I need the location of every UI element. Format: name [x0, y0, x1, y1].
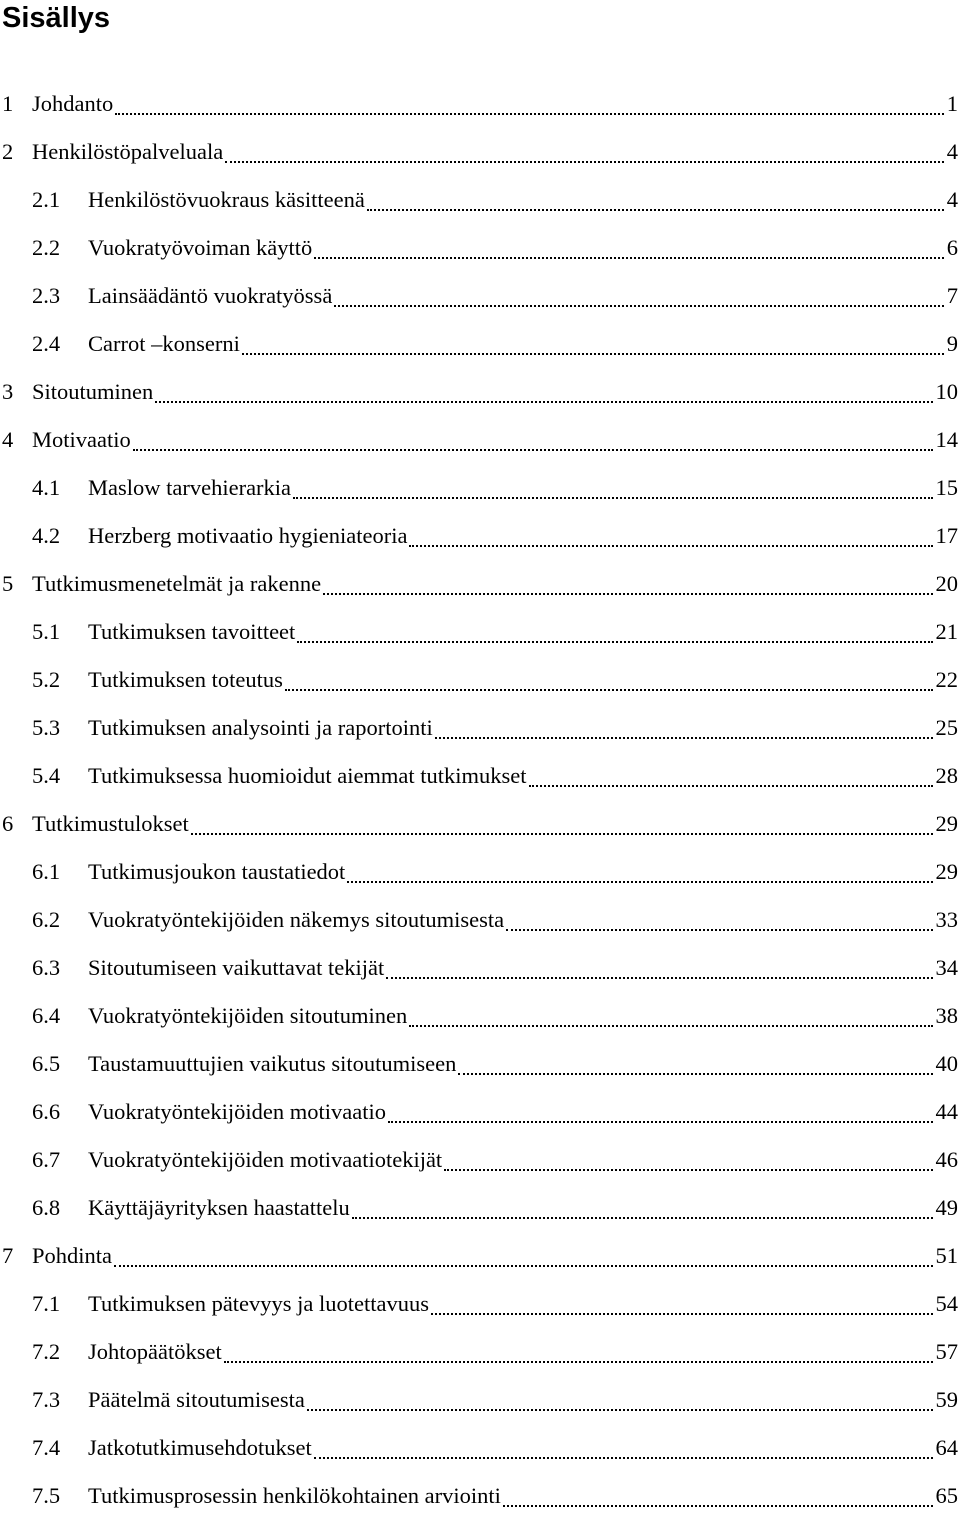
- toc-entry-number: 2.3: [0, 283, 88, 309]
- toc-entry[interactable]: [0, 416, 960, 464]
- toc-entry-page[interactable]: 17: [936, 523, 960, 549]
- toc-entry-number: 7: [0, 1243, 32, 1269]
- toc-entry-number: 4: [0, 427, 32, 453]
- toc-entry-number: 7.2: [0, 1339, 88, 1365]
- toc-entry-number: 7.4: [0, 1435, 88, 1461]
- toc-entry-number: 4.1: [0, 475, 88, 501]
- toc-entry-number: 6: [0, 811, 32, 837]
- toc-entry-page[interactable]: 33: [936, 907, 960, 933]
- toc-entry[interactable]: [0, 704, 960, 752]
- toc-entry-page[interactable]: 20: [936, 571, 960, 597]
- toc-entry[interactable]: [0, 368, 960, 416]
- toc-entry-number: 5: [0, 571, 32, 597]
- toc-entry[interactable]: [0, 752, 960, 800]
- toc-entry-number: 2.1: [0, 187, 88, 213]
- toc-entry[interactable]: [0, 656, 960, 704]
- dot-leader: [307, 1408, 933, 1411]
- toc-entry-page[interactable]: 15: [936, 475, 960, 501]
- toc-entry-title[interactable]: Käyttäjäyrityksen haastattelu: [88, 1195, 350, 1221]
- dot-leader: [409, 1024, 932, 1027]
- toc-entry-page[interactable]: 4: [947, 139, 960, 165]
- toc-entry[interactable]: [0, 1232, 960, 1280]
- toc-entry-title[interactable]: Herzberg motivaatio hygieniateoria: [88, 523, 407, 549]
- toc-entry-number: 6.1: [0, 859, 88, 885]
- dot-leader: [352, 1216, 933, 1219]
- toc-entry[interactable]: [0, 224, 960, 272]
- toc-entry[interactable]: [0, 896, 960, 944]
- toc-entry-number: 2.2: [0, 235, 88, 261]
- toc-entry-title[interactable]: Tutkimusmenetelmät ja rakenne: [32, 571, 321, 597]
- toc-entry-page[interactable]: 6: [947, 235, 960, 261]
- toc-entry-number: 5.4: [0, 763, 88, 789]
- dot-leader: [225, 160, 944, 163]
- toc-entry-number: 6.7: [0, 1147, 88, 1173]
- toc-entry-page[interactable]: 25: [936, 715, 960, 741]
- toc-entry-number: 7.5: [0, 1483, 88, 1509]
- dot-leader: [314, 1456, 933, 1459]
- toc-entry-title[interactable]: Maslow tarvehierarkia: [88, 475, 291, 501]
- toc-entry[interactable]: [0, 176, 960, 224]
- toc-entry-title[interactable]: Pohdinta: [32, 1243, 112, 1269]
- toc-entry-page[interactable]: 28: [936, 763, 960, 789]
- toc-entry-title[interactable]: Tutkimusprosessin henkilökohtainen arviointi: [88, 1483, 501, 1509]
- toc-entry-title[interactable]: Henkilöstöpalveluala: [32, 139, 223, 165]
- toc-entry-page[interactable]: 38: [936, 1003, 960, 1029]
- toc-entry[interactable]: [0, 608, 960, 656]
- toc-entry-title[interactable]: Tutkimuksessa huomioidut aiemmat tutkimukset: [88, 763, 527, 789]
- toc-entry[interactable]: [0, 464, 960, 512]
- toc-entry[interactable]: [0, 1328, 960, 1376]
- toc-entry-title[interactable]: Päätelmä sitoutumisesta: [88, 1387, 305, 1413]
- toc-entry-number: 5.1: [0, 619, 88, 645]
- toc-entry[interactable]: [0, 272, 960, 320]
- toc-entry-title[interactable]: Sitoutuminen: [32, 379, 153, 405]
- toc-entry[interactable]: [0, 128, 960, 176]
- toc-entry[interactable]: [0, 80, 960, 128]
- toc-entry-title[interactable]: Johtopäätökset: [88, 1339, 222, 1365]
- toc-entry-number: 6.6: [0, 1099, 88, 1125]
- dot-leader: [431, 1312, 932, 1315]
- toc-entry-title[interactable]: Motivaatio: [32, 427, 131, 453]
- dot-leader: [506, 928, 932, 931]
- toc-entry-title[interactable]: Carrot –konserni: [88, 331, 240, 357]
- toc-entry-number: 6.8: [0, 1195, 88, 1221]
- toc-entry-number: 6.5: [0, 1051, 88, 1077]
- toc-entry-title[interactable]: Tutkimuksen pätevyys ja luotettavuus: [88, 1291, 429, 1317]
- dot-leader: [409, 544, 932, 547]
- toc-entry-page[interactable]: 9: [947, 331, 960, 357]
- dot-leader: [386, 976, 932, 979]
- dot-leader: [155, 400, 932, 403]
- toc-entry[interactable]: [0, 1376, 960, 1424]
- toc-entry-title[interactable]: Tutkimusjoukon taustatiedot: [88, 859, 345, 885]
- dot-leader: [347, 880, 932, 883]
- toc-entry-page[interactable]: 7: [947, 283, 960, 309]
- page-title: Sisällys: [2, 0, 110, 36]
- toc-entry[interactable]: [0, 320, 960, 368]
- toc-entry-page[interactable]: 10: [936, 379, 960, 405]
- toc-entry[interactable]: [0, 1136, 960, 1184]
- dot-leader: [191, 832, 933, 835]
- toc-entry-title[interactable]: Johdanto: [32, 91, 113, 117]
- toc-entry-title[interactable]: Vuokratyövoiman käyttö: [88, 235, 312, 261]
- toc-entry-number: 2: [0, 139, 32, 165]
- toc-entry[interactable]: [0, 848, 960, 896]
- toc-entry-page[interactable]: 40: [936, 1051, 960, 1077]
- toc-entry-page[interactable]: 34: [936, 955, 960, 981]
- dot-leader: [314, 256, 944, 259]
- toc-entry-page[interactable]: 29: [936, 859, 960, 885]
- toc-entry-number: 2.4: [0, 331, 88, 357]
- toc-entry-title[interactable]: Tutkimuksen toteutus: [88, 667, 283, 693]
- toc-entry-number: 5.3: [0, 715, 88, 741]
- dot-leader: [297, 640, 932, 643]
- toc-entry-page[interactable]: 1: [947, 91, 960, 117]
- toc-entry-page[interactable]: 64: [936, 1435, 960, 1461]
- toc-entry-page[interactable]: 54: [936, 1291, 960, 1317]
- toc-entry[interactable]: [0, 800, 960, 848]
- toc-entry-number: 1: [0, 91, 32, 117]
- toc-entry-page[interactable]: 65: [936, 1483, 960, 1509]
- toc-entry-title[interactable]: Vuokratyöntekijöiden sitoutuminen: [88, 1003, 407, 1029]
- toc-entry[interactable]: [0, 1040, 960, 1088]
- dot-leader: [224, 1360, 933, 1363]
- toc-entry-page[interactable]: 57: [936, 1339, 960, 1365]
- dot-leader: [323, 592, 932, 595]
- toc-entry[interactable]: [0, 1280, 960, 1328]
- toc-entry-page[interactable]: 51: [936, 1243, 960, 1269]
- toc-entry-title[interactable]: Lainsäädäntö vuokratyössä: [88, 283, 332, 309]
- toc-entry-number: 7.1: [0, 1291, 88, 1317]
- toc-entry[interactable]: [0, 560, 960, 608]
- dot-leader: [293, 496, 932, 499]
- toc-entry-page[interactable]: 29: [936, 811, 960, 837]
- toc-entry-number: 4.2: [0, 523, 88, 549]
- toc-entry-page[interactable]: 46: [936, 1147, 960, 1173]
- dot-leader: [388, 1120, 933, 1123]
- dot-leader: [529, 784, 933, 787]
- toc-entry-page[interactable]: 22: [936, 667, 960, 693]
- toc-entry-title[interactable]: Tutkimuksen tavoitteet: [88, 619, 295, 645]
- toc-entry-page[interactable]: 59: [936, 1387, 960, 1413]
- dot-leader: [503, 1504, 933, 1507]
- dot-leader: [334, 304, 943, 307]
- dot-leader: [367, 208, 944, 211]
- toc-entry-title[interactable]: Sitoutumiseen vaikuttavat tekijät: [88, 955, 384, 981]
- toc-entry[interactable]: [0, 1088, 960, 1136]
- toc-entry-page[interactable]: 49: [936, 1195, 960, 1221]
- toc-entry-page[interactable]: 4: [947, 187, 960, 213]
- toc-entry-number: 7.3: [0, 1387, 88, 1413]
- toc-entry-title[interactable]: Tutkimustulokset: [32, 811, 189, 837]
- dot-leader: [115, 112, 944, 115]
- toc-entry-page[interactable]: 14: [936, 427, 960, 453]
- toc-entry[interactable]: [0, 944, 960, 992]
- dot-leader: [435, 736, 933, 739]
- dot-leader: [114, 1264, 932, 1267]
- toc-entry[interactable]: [0, 1472, 960, 1520]
- toc-entry-number: 5.2: [0, 667, 88, 693]
- toc-entry-title[interactable]: Jatkotutkimusehdotukset: [88, 1435, 312, 1461]
- toc-entry-number: 6.3: [0, 955, 88, 981]
- toc-entry-number: 6.4: [0, 1003, 88, 1029]
- toc-entry[interactable]: [0, 1424, 960, 1472]
- dot-leader: [133, 448, 933, 451]
- toc-entry[interactable]: [0, 512, 960, 560]
- toc-entry-title[interactable]: Henkilöstövuokraus käsitteenä: [88, 187, 365, 213]
- toc-entry-page[interactable]: 21: [936, 619, 960, 645]
- toc-entry[interactable]: [0, 1184, 960, 1232]
- table-of-contents: [0, 80, 960, 1520]
- toc-entry-title[interactable]: Taustamuuttujien vaikutus sitoutumiseen: [88, 1051, 456, 1077]
- toc-entry-page[interactable]: 44: [936, 1099, 960, 1125]
- dot-leader: [242, 352, 944, 355]
- toc-entry[interactable]: [0, 992, 960, 1040]
- toc-entry-number: 6.2: [0, 907, 88, 933]
- dot-leader: [285, 688, 933, 691]
- toc-entry-title[interactable]: Tutkimuksen analysointi ja raportointi: [88, 715, 433, 741]
- dot-leader: [444, 1168, 932, 1171]
- toc-entry-title[interactable]: Vuokratyöntekijöiden motivaatio: [88, 1099, 386, 1125]
- dot-leader: [458, 1072, 932, 1075]
- toc-entry-title[interactable]: Vuokratyöntekijöiden näkemys sitoutumisesta: [88, 907, 504, 933]
- toc-entry-number: 3: [0, 379, 32, 405]
- toc-entry-title[interactable]: Vuokratyöntekijöiden motivaatiotekijät: [88, 1147, 442, 1173]
